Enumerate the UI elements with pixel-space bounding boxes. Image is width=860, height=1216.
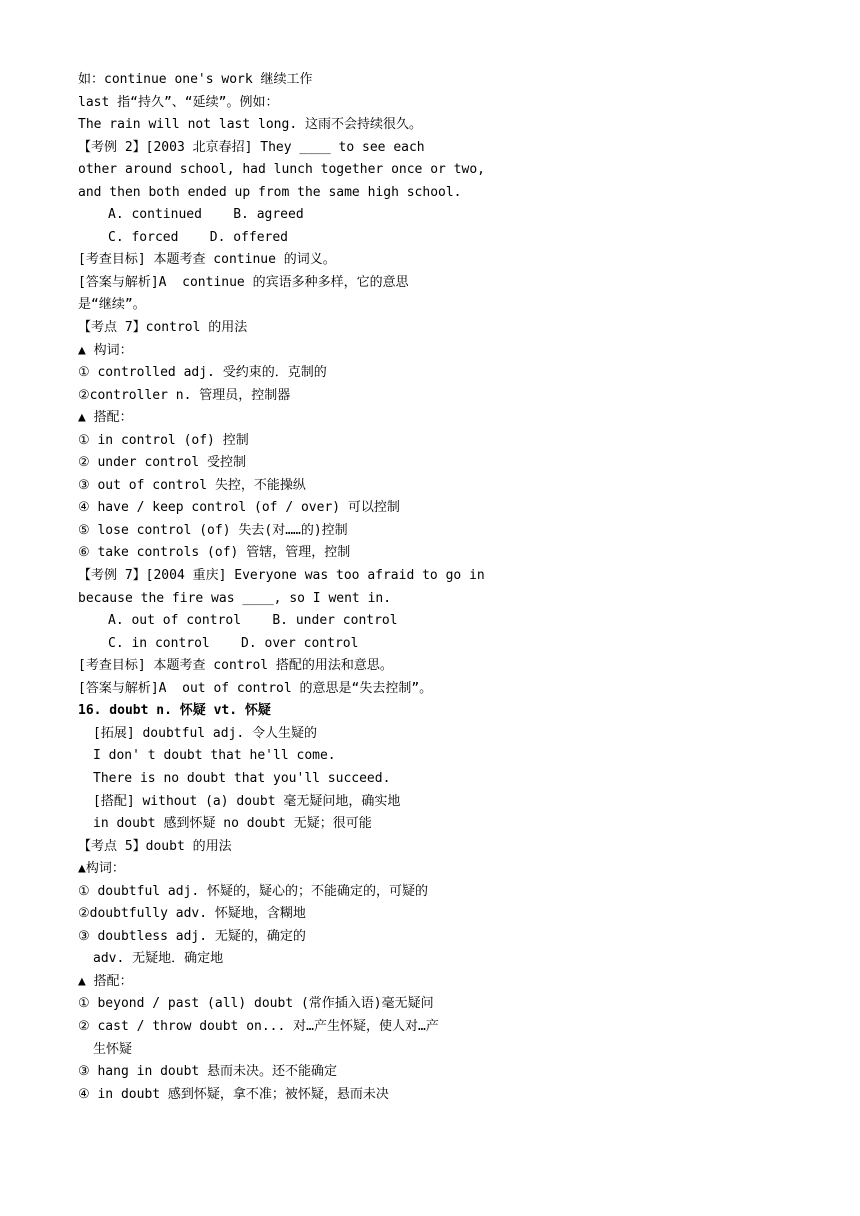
text-line: ⑥ take controls (of) 管辖，管理，控制 (78, 545, 351, 561)
text-line: 【考例 2】[2003 北京春招] They ____ to see each (78, 139, 425, 155)
text-line: [考查目标] 本题考查 continue 的词义。 (78, 252, 336, 268)
text-line: adv. 无疑地．确定地 (93, 951, 224, 967)
text-line: ③ hang in doubt 悬而未决。还不能确定 (78, 1064, 338, 1080)
text-line: The rain will not last long. 这雨不会持续很久。 (78, 117, 422, 133)
text-line: ② under control 受控制 (78, 455, 247, 471)
text-line: in doubt 感到怀疑 no doubt 无疑；很可能 (93, 816, 372, 832)
text-line: ▲构词： (78, 861, 125, 877)
text-line: There is no doubt that you'll succeed. (93, 770, 391, 786)
text-line: 如：continue one's work 继续工作 (78, 72, 313, 87)
text-line: 【考点 5】doubt 的用法 (78, 838, 232, 854)
text-line: last 指“持久”、“延续”。例如： (78, 94, 279, 110)
text-line: C. in control D. over control (108, 635, 359, 651)
text-line: ④ have / keep control (of / over) 可以控制 (78, 500, 400, 516)
text-line: ▲ 构词： (78, 342, 133, 358)
text-line: ②controller n. 管理员，控制器 (78, 387, 291, 403)
document-body (78, 69, 798, 1106)
text-line: ① in control (of) 控制 (78, 432, 249, 448)
text-line: [答案与解析]A continue 的宾语多种多样，它的意思 (78, 274, 409, 290)
text-line: I don' t doubt that he'll come. (93, 748, 336, 764)
text-line: because the fire was ____, so I went in. (78, 590, 392, 606)
text-line: ① doubtful adj. 怀疑的，疑心的；不能确定的，可疑的 (78, 883, 429, 899)
text-line: ▲ 搭配： (78, 410, 133, 426)
text-line: A. out of control B. under control (108, 613, 398, 629)
text-line: 【考例 7】[2004 重庆] Everyone was too afraid to go in (78, 568, 485, 584)
text-line: ① beyond / past (all) doubt (常作插入语)毫无疑问 (78, 996, 434, 1012)
text-line: [答案与解析]A out of control 的意思是“失去控制”。 (78, 680, 433, 696)
text-line: ▲ 搭配： (78, 973, 133, 989)
text-line: ⑤ lose control (of) 失去(对……的)控制 (78, 522, 348, 538)
text-line: ① controlled adj. 受约束的．克制的 (78, 365, 327, 381)
text-line: and then both ended up from the same high school. (78, 184, 462, 200)
text-line: C. forced D. offered (108, 229, 289, 245)
text-line: ③ doubtless adj. 无疑的，确定的 (78, 928, 306, 944)
text-line: [搭配] without (a) doubt 毫无疑问地，确实地 (93, 793, 401, 809)
text-line: other around school, had lunch together once or two, (78, 162, 485, 178)
text-line: A. continued B. agreed (108, 207, 304, 223)
text-line: ②doubtfully adv. 怀疑地，含糊地 (78, 906, 306, 922)
text-line: ④ in doubt 感到怀疑，拿不准；被怀疑，悬而未决 (78, 1086, 389, 1102)
text-line: ③ out of control 失控，不能操纵 (78, 477, 306, 493)
text-line: 是“继续”。 (78, 297, 146, 313)
text-line: 【考点 7】control 的用法 (78, 320, 248, 336)
text-line: ② cast / throw doubt on... 对…产生怀疑，使人对…产 (78, 1018, 439, 1034)
text-line: 生怀疑 (93, 1041, 133, 1057)
text-line: [考查目标] 本题考查 control 搭配的用法和意思。 (78, 658, 393, 674)
text-line: [拓展] doubtful adj. 令人生疑的 (93, 725, 318, 741)
text-line: 16. doubt n. 怀疑 vt. 怀疑 (78, 703, 271, 719)
